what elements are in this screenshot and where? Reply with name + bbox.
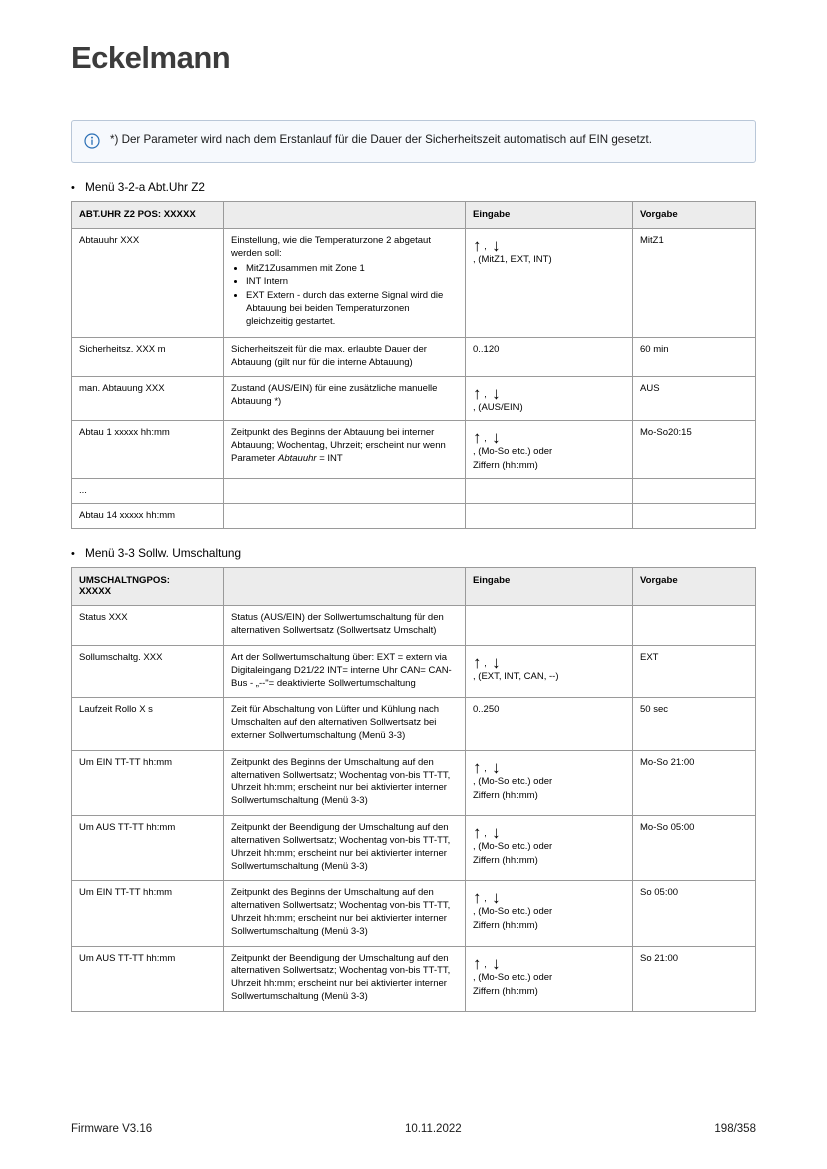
param-input: [466, 750, 633, 815]
list-item: • EXT Extern - durch das externe Signal wird die Abtauung bei beiden Temperaturzonen gleichzeitig gestartet.: [246, 290, 458, 328]
table-header-row: [72, 568, 756, 606]
section-heading-2-label: Menü 3-3 Sollw. Umschaltung: [85, 546, 242, 561]
arrow-keys-icon: ↑ , ↓: [473, 888, 501, 908]
param-description: Art der Sollwertumschaltung über: EXT = extern via Digitaleingang D21/22 INT= interne Uhr CAN= CAN-Bus - „--"= deaktivierte Sollwertumschaltung: [224, 645, 466, 697]
param-description: Zeitpunkt der Beendigung der Umschaltung auf den alternativen Sollwertsatz; Wochentag von-bis TT-TT, Uhrzeit hh:mm; erscheint nur bei aktivierter interner Sollwertumschaltung (Menü 3-3): [224, 816, 466, 881]
param-default: EXT: [633, 645, 756, 697]
param-name: Um EIN TT-TT hh:mm: [72, 881, 224, 946]
param-default: 50 sec: [633, 698, 756, 750]
param-input-text: , (MitZ1, EXT, INT): [473, 254, 552, 265]
col-header-desc: [224, 568, 466, 606]
param-description: [224, 229, 466, 338]
param-input: [466, 229, 633, 338]
param-input-text-line2: Ziffern (hh:mm): [473, 789, 538, 801]
col-header-input: Eingabe: [466, 202, 633, 229]
arrow-keys-icon: ↑ , ↓: [473, 953, 501, 973]
param-description: [224, 504, 466, 529]
list-item: • INT Intern: [246, 276, 458, 289]
param-input-text: , (Mo-So etc.) oder: [473, 906, 553, 918]
param-description-bullets: [231, 263, 458, 329]
footer-page-number: 198/358: [714, 1123, 756, 1135]
col-header-input: Eingabe: [466, 568, 633, 606]
param-input: [466, 504, 633, 529]
table-row: [72, 750, 756, 815]
arrow-keys-icon: ↑ , ↓: [473, 652, 501, 672]
param-input: [466, 606, 633, 646]
table-row: [72, 645, 756, 697]
info-icon: [84, 133, 100, 149]
param-default: Mo-So 05:00: [633, 816, 756, 881]
param-input: 0..120: [466, 337, 633, 377]
section-heading-1: [71, 180, 756, 194]
footer-date: 10.11.2022: [404, 1123, 462, 1135]
param-description: Zeitpunkt des Beginns der Abtauung bei interner Abtauung; Wochentag, Uhrzeit; erscheint nur wenn Parameter Abtauuhr = INT: [224, 421, 466, 479]
param-input-text: , (Mo-So etc.) oder: [473, 775, 553, 787]
param-description: Zeitpunkt des Beginns der Umschaltung auf den alternativen Sollwertsatz; Wochentag von-bis TT-TT, Uhrzeit hh:mm; erscheint nur bei aktivierter interner Sollwertumschaltung (Menü 3-3): [224, 750, 466, 815]
table-row: [72, 946, 756, 1011]
param-name: Laufzeit Rollo X s: [72, 698, 224, 750]
param-name: Sicherheitsz. XXX m: [72, 337, 224, 377]
param-name: Abtau 14 xxxxx hh:mm: [72, 504, 224, 529]
param-input: [466, 377, 633, 421]
param-description: Status (AUS/EIN) der Sollwertumschaltung für den alternativen Sollwertsatz (Sollwertsatz Umschalt): [224, 606, 466, 646]
bullet-dot-icon: •: [71, 182, 75, 194]
arrow-keys-icon: ↑ , ↓: [473, 236, 501, 255]
param-default: MitZ1: [633, 229, 756, 338]
table-sollw-umschaltung: [71, 567, 756, 1012]
param-description: [224, 479, 466, 504]
param-default: AUS: [633, 377, 756, 421]
table-row: [72, 606, 756, 646]
arrow-keys-icon: ↑ , ↓: [473, 823, 501, 843]
arrow-keys-icon: ↑ , ↓: [473, 757, 501, 777]
param-name: Sollumschaltg. XXX: [72, 645, 224, 697]
footer-firmware: Firmware V3.16: [71, 1123, 153, 1135]
section-heading-1-label: Menü 3-2-a Abt.Uhr Z2: [85, 180, 205, 194]
param-default: 60 min: [633, 337, 756, 377]
param-name: Abtau 1 xxxxx hh:mm: [72, 421, 224, 479]
param-name: Um AUS TT-TT hh:mm: [72, 816, 224, 881]
table-row: [72, 881, 756, 946]
param-name: ...: [72, 479, 224, 504]
param-name: man. Abtauung XXX: [72, 377, 224, 421]
param-default: Mo-So 21:00: [633, 750, 756, 815]
param-input: [466, 479, 633, 504]
param-input-text-line2: Ziffern (hh:mm): [473, 985, 538, 997]
param-description: Zustand (AUS/EIN) für eine zusätzliche manuelle Abtauung *): [224, 377, 466, 421]
col-header-desc: [224, 202, 466, 229]
table-row: [72, 504, 756, 529]
table-row: [72, 377, 756, 421]
param-input: [466, 645, 633, 697]
info-note-text: *) Der Parameter wird nach dem Erstanlauf für die Dauer der Sicherheitszeit automatisch auf EIN gesetzt.: [110, 133, 652, 146]
param-input-text-line2: Ziffern (hh:mm): [473, 920, 538, 932]
arrow-keys-icon: ↑ , ↓: [473, 428, 501, 448]
param-input: [466, 816, 633, 881]
col-header-name: ABT.UHR Z2 POS: XXXXX: [72, 202, 224, 229]
table-row: [72, 337, 756, 377]
param-default: So 21:00: [633, 946, 756, 1011]
param-name: Abtauuhr XXX: [72, 229, 224, 338]
param-description: Zeit für Abschaltung von Lüfter und Kühlung nach Umschalten auf den alternativen Sollwertsatz bei externer Sollwertumschaltung (Menü 3-3): [224, 698, 466, 750]
param-input-text: , (Mo-So etc.) oder: [473, 446, 553, 458]
table-header-row: [72, 202, 756, 229]
param-input: [466, 881, 633, 946]
param-name: Status XXX: [72, 606, 224, 646]
bullet-dot-icon: •: [71, 548, 75, 561]
table-row: [72, 698, 756, 750]
param-name: Um EIN TT-TT hh:mm: [72, 750, 224, 815]
param-input: 0..250: [466, 698, 633, 750]
company-logo: Eckelmann: [71, 40, 231, 75]
param-input-text-line2: Ziffern (hh:mm): [473, 460, 538, 472]
param-default: Mo-So20:15: [633, 421, 756, 479]
table-row: [72, 421, 756, 479]
param-input-text: , (Mo-So etc.) oder: [473, 841, 553, 853]
param-description-text: Einstellung, wie die Temperaturzone 2 abgetaut werden soll:: [231, 235, 431, 259]
param-default: [633, 606, 756, 646]
list-item: • MitZ1Zusammen mit Zone 1: [246, 263, 458, 276]
section-heading-2: [71, 546, 756, 560]
table-row: [72, 229, 756, 338]
param-default: [633, 504, 756, 529]
param-description-emphasis: Abtauuhr: [278, 452, 317, 464]
param-name: Um AUS TT-TT hh:mm: [72, 946, 224, 1011]
param-input-text: , (EXT, INT, CAN, --): [473, 670, 559, 682]
table-row: [72, 816, 756, 881]
arrow-keys-icon: ↑ , ↓: [473, 384, 501, 404]
param-input-text-line2: Ziffern (hh:mm): [473, 855, 538, 867]
param-input: [466, 946, 633, 1011]
param-input-text: , (Mo-So etc.) oder: [473, 971, 553, 983]
col-header-default: Vorgabe: [633, 568, 756, 606]
param-description: Zeitpunkt der Beendigung der Umschaltung auf den alternativen Sollwertsatz; Wochentag von-bis TT-TT, Uhrzeit hh:mm; erscheint nur bei aktivierter interner Sollwertumschaltung (Menü 3-3): [224, 946, 466, 1011]
page-footer: [71, 1123, 756, 1135]
table-abt-uhr-z2: [71, 201, 756, 529]
table-row: [72, 479, 756, 504]
col-header-name: UMSCHALTNGPOS: XXXXX: [72, 568, 224, 606]
param-input: [466, 421, 633, 479]
param-default: [633, 479, 756, 504]
info-note: [71, 120, 756, 163]
col-header-default: Vorgabe: [633, 202, 756, 229]
param-description: Sicherheitszeit für die max. erlaubte Dauer der Abtauung (gilt nur für die interne Abtauung): [224, 337, 466, 377]
param-input-text: , (AUS/EIN): [473, 402, 523, 414]
param-description: Zeitpunkt des Beginns der Umschaltung auf den alternativen Sollwertsatz; Wochentag von-bis TT-TT, Uhrzeit hh:mm; erscheint nur bei aktivierter interner Sollwertumschaltung (Menü 3-3): [224, 881, 466, 946]
param-default: So 05:00: [633, 881, 756, 946]
